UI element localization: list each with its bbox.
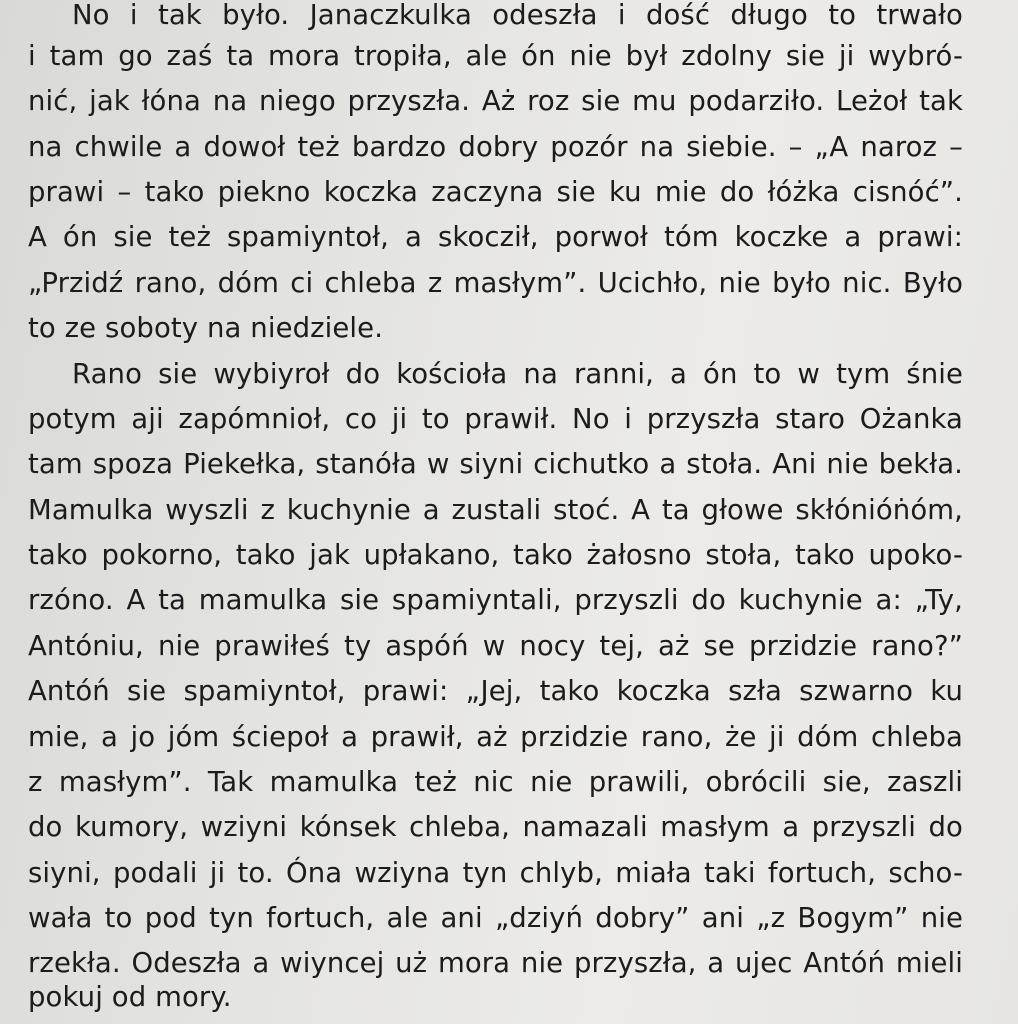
text-line: Antóń sie spamiyntoł, prawi: „Jej, tako koczka szła szwarno ku — [28, 675, 963, 707]
text-line: z masłym”. Tak mamulka też nic nie prawili, obrócili sie, zaszli — [28, 766, 963, 798]
text-line: i tam go zaś ta mora tropiła, ale ón nie był zdolny sie ji wybró- — [28, 40, 963, 72]
text-line: pokuj od mory. — [28, 981, 232, 1013]
text-line: do kumory, wziyni kónsek chleba, namazali masłym a przyszli do — [28, 811, 963, 843]
text-line: tako pokorno, tako jak upłakano, tako żałosno stoła, tako upoko- — [28, 539, 963, 571]
text-line: mie, a jo jóm ściepoł a prawił, aż przidzie rano, że ji dóm chleba — [28, 721, 963, 753]
text-line: No i tak było. Janaczkulka odeszła i dość długo to trwało — [72, 0, 963, 31]
text-line: rzekła. Odeszła a wiyncej uż mora nie przyszła, a ujec Antóń mieli — [28, 947, 963, 979]
text-line: rzóno. A ta mamulka sie spamiyntali, przyszli do kuchynie a: „Ty, — [28, 584, 963, 616]
text-line: A ón sie też spamiyntoł, a skocził, porwoł tóm koczke a prawi: — [28, 221, 963, 253]
text-line: tam spoza Piekełka, stanóła w siyni cichutko a stoła. Ani nie bekła. — [28, 448, 963, 480]
text-line: „Przidź rano, dóm ci chleba z masłym”. Ucichło, nie było nic. Było — [28, 267, 963, 299]
text-line: to ze soboty na niedziele. — [28, 312, 384, 344]
text-line: Rano sie wybiyroł do kościoła na ranni, a ón to w tym śnie — [72, 358, 963, 390]
text-line: Mamulka wyszli z kuchynie a zustali stoć. A ta głowe skłónióṅóm, — [28, 494, 963, 526]
text-line: Antóniu, nie prawiłeś ty aspóń w nocy tej, aż se przidzie rano?” — [28, 630, 963, 662]
text-line: wała to pod tyn fortuch, ale ani „dziyń dobry” ani „z Bogym” nie — [28, 902, 963, 934]
text-line: siyni, podali ji to. Óna wziyna tyn chlyb, miała taki fortuch, scho- — [28, 857, 963, 889]
text-line: nić, jak łóna na niego przyszła. Aż roz sie mu podarziło. Leżoł tak — [28, 85, 963, 117]
text-line: potym aji zapómnioł, co ji to prawił. No i przyszła staro Ożanka — [28, 403, 963, 435]
text-line: prawi – tako piekno koczka zaczyna sie ku mie do łóżka cisnóć”. — [28, 176, 963, 208]
text-line: na chwile a dowoł też bardzo dobry pozór na siebie. – „A naroz – — [28, 131, 963, 163]
